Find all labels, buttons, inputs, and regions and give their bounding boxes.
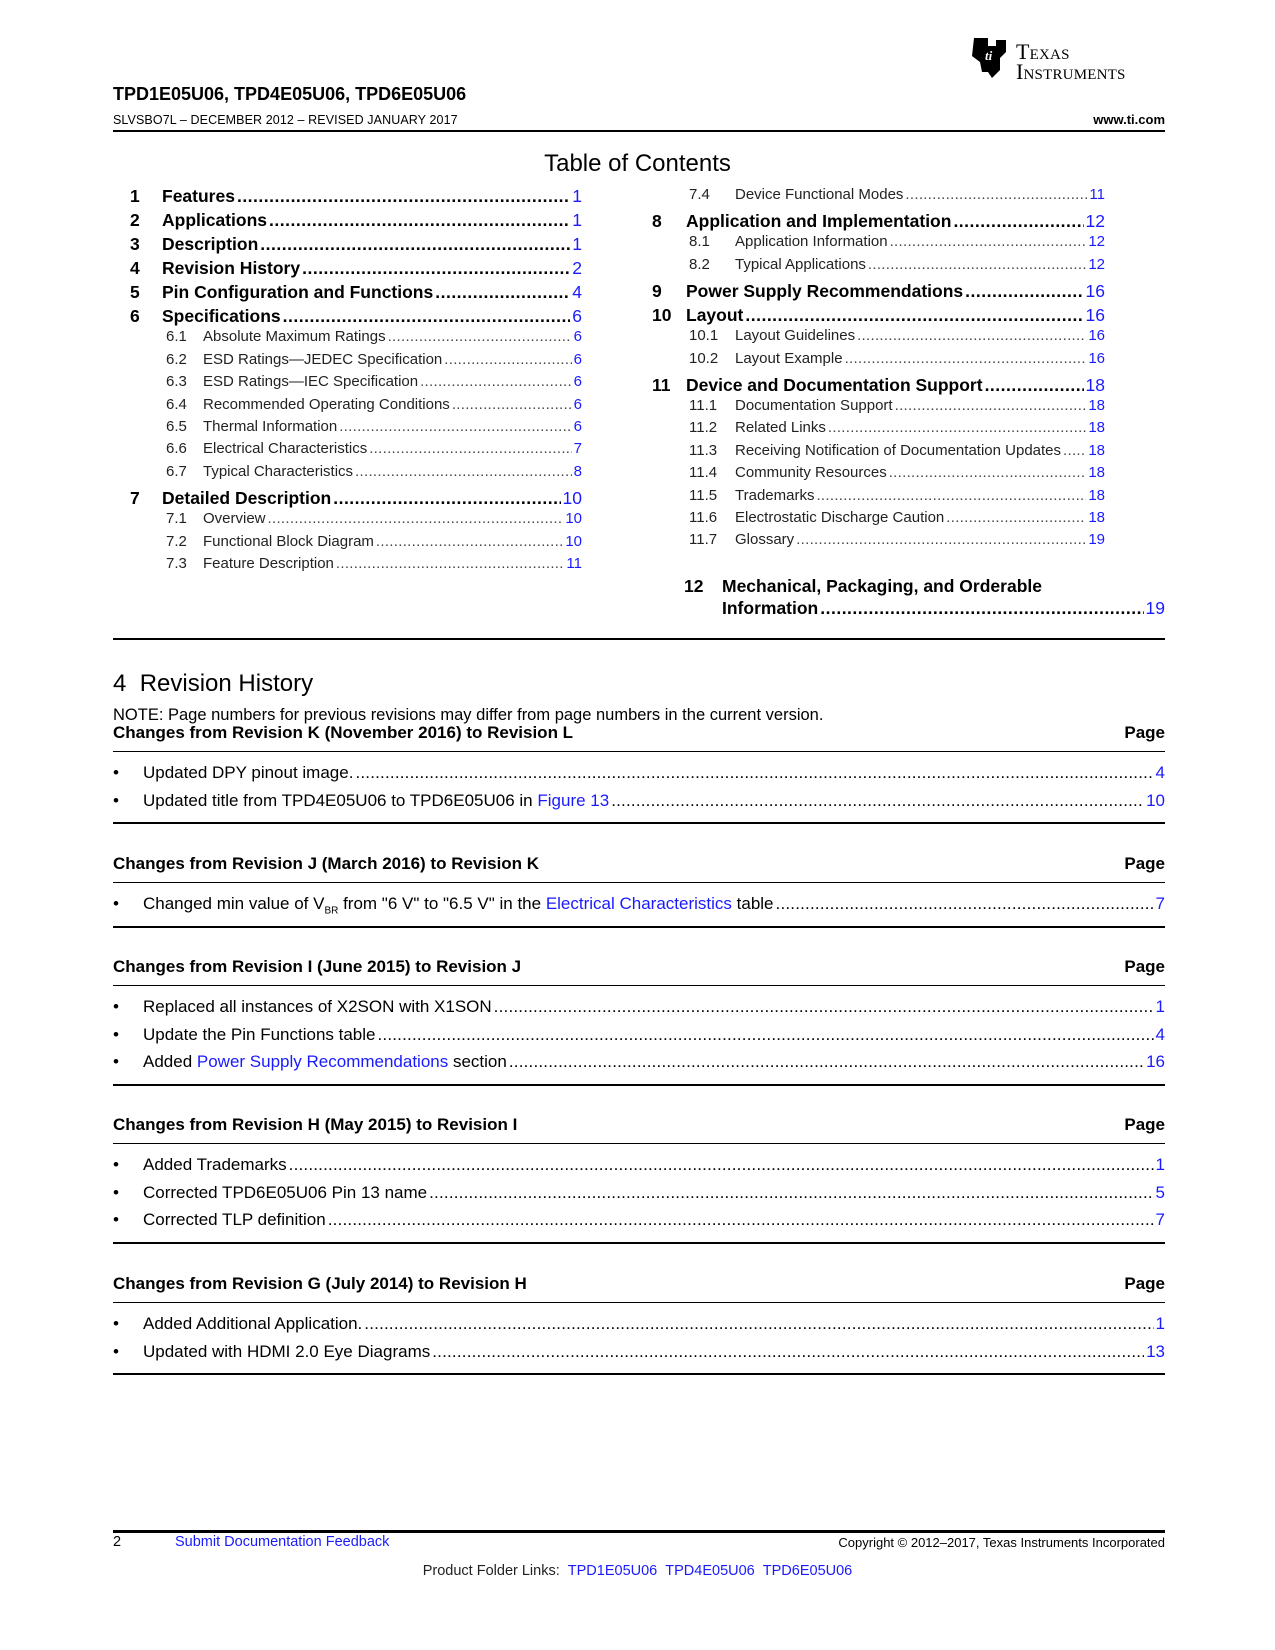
- product-folder-links: [0, 1563, 1275, 1579]
- toc-title-text: Typical Applications: [735, 255, 866, 273]
- toc-page-link[interactable]: 18: [1088, 441, 1105, 459]
- toc-title-text: Electrostatic Discharge Caution: [735, 509, 945, 526]
- toc-entry-7[interactable]: [130, 488, 582, 512]
- toc-page-link[interactable]: 11: [1089, 186, 1105, 203]
- toc-entry-7-4[interactable]: [689, 186, 1105, 208]
- item-text: Replaced all instances of X2SON with X1SON: [143, 997, 492, 1016]
- item-text: Added: [143, 1052, 197, 1071]
- toc-entry-8-1[interactable]: [689, 233, 1105, 255]
- toc-num: 12: [684, 576, 704, 596]
- toc-num: 6.6: [166, 440, 187, 458]
- revision-item-text: [143, 791, 609, 811]
- ti-chip-icon: [970, 36, 1010, 80]
- page-column-label: Page: [1124, 1115, 1165, 1134]
- toc-entry-1[interactable]: [130, 186, 582, 210]
- toc-entry-2[interactable]: [130, 210, 582, 234]
- toc-num: 11.6: [689, 509, 718, 526]
- item-page-link[interactable]: 7: [1155, 1210, 1165, 1229]
- toc-entry-6-5[interactable]: [166, 418, 582, 440]
- toc-num: 1: [130, 186, 140, 206]
- toc-title-text: Functional Block Diagram: [203, 532, 374, 550]
- item-text: Corrected TPD6E05U06 Pin 13 name: [143, 1182, 428, 1202]
- toc-title-text: Description: [162, 234, 259, 254]
- toc-entry-10-1[interactable]: [689, 327, 1105, 349]
- toc-title-text: Typical Characteristics: [203, 462, 354, 480]
- toc-title-text: Recommended Operating Conditions: [203, 395, 450, 413]
- toc-page-link[interactable]: 18: [1088, 509, 1105, 526]
- toc-entry-10[interactable]: [652, 305, 1105, 329]
- toc-entry-6-3[interactable]: [166, 373, 582, 395]
- toc-num: 6.1: [166, 328, 187, 346]
- toc-num: 7.3: [166, 555, 187, 572]
- revision-group-title: Changes from Revision K (November 2016) to Revision L: [113, 723, 574, 742]
- toc-num: 11.5: [689, 486, 718, 504]
- revision-note: NOTE: Page numbers for previous revisions may differ from page numbers in the current version.: [113, 706, 824, 724]
- revision-item: [113, 1025, 1165, 1045]
- toc-entry-11-2[interactable]: [689, 419, 1105, 441]
- toc-entry-6-6[interactable]: [166, 440, 582, 462]
- toc-entry-7-3[interactable]: [166, 555, 582, 577]
- item-page-link[interactable]: 10: [1146, 790, 1165, 810]
- item-text: from "6 V" to "6.5 V" in the: [338, 894, 546, 913]
- item-subscript: BR: [324, 905, 339, 917]
- item-text: Updated DPY pinout image.: [143, 763, 354, 782]
- toc-title-text: Revision History: [162, 258, 301, 278]
- toc-entry-11-5[interactable]: [689, 487, 1105, 509]
- revision-item-text: [143, 763, 353, 783]
- group-bottom-rule: [113, 1373, 1165, 1375]
- revision-item-text: [143, 1210, 326, 1230]
- toc-page-link[interactable]: 6: [573, 373, 582, 391]
- toc-page-link[interactable]: 10: [562, 487, 582, 508]
- revision-group-title: Changes from Revision J (March 2016) to Revision K: [113, 854, 540, 873]
- toc-title-text: Applications: [162, 210, 268, 230]
- header-rule: [113, 130, 1165, 132]
- toc-title-text: Application and Implementation: [686, 211, 952, 231]
- page-number: 2: [113, 1534, 122, 1550]
- toc-title-text: Specifications: [162, 306, 281, 326]
- revision-group-header: [113, 1115, 1165, 1135]
- toc-page-link[interactable]: 16: [1088, 327, 1105, 345]
- revision-item: [113, 1155, 1165, 1175]
- toc-title-text: Detailed Description: [162, 487, 332, 508]
- toc-num: 2: [130, 210, 140, 230]
- item-text: Updated title from TPD4E05U06 to TPD6E05U06 in: [143, 790, 538, 810]
- item-page-link[interactable]: 1: [1155, 1314, 1165, 1333]
- toc-num: 10.2: [689, 349, 719, 367]
- toc-title-text: Application Information: [735, 233, 888, 251]
- toc-num: 7.1: [166, 510, 187, 528]
- toc-page-link[interactable]: 1: [572, 234, 582, 254]
- toc-page-link[interactable]: 19: [1145, 598, 1165, 618]
- toc-page-link[interactable]: 6: [573, 350, 582, 368]
- product-links-label: Product Folder Links:: [422, 1563, 560, 1579]
- group-bottom-rule: [113, 822, 1165, 824]
- toc-page-link[interactable]: 18: [1088, 486, 1105, 504]
- toc-page-link[interactable]: 1: [572, 210, 582, 230]
- item-page-link[interactable]: 1: [1155, 997, 1165, 1016]
- toc-page-link[interactable]: 12: [1088, 233, 1105, 251]
- toc-page-link[interactable]: 10: [565, 510, 582, 528]
- ti-logo: [970, 36, 1170, 86]
- item-text: Added Trademarks: [143, 1155, 287, 1174]
- toc-title-text: Information: [722, 598, 819, 618]
- toc-page-link[interactable]: 4: [572, 282, 582, 302]
- revision-history-heading: [113, 670, 313, 698]
- toc-title-text: Layout Guidelines: [735, 327, 856, 345]
- product-link-tpd4e05u06[interactable]: TPD4E05U06: [665, 1563, 755, 1579]
- toc-num: 10.1: [689, 327, 719, 345]
- toc-num: 7: [130, 487, 140, 508]
- bullet: •: [113, 1155, 119, 1174]
- toc-page-link[interactable]: 18: [1088, 464, 1105, 482]
- page-column-label: Page: [1124, 1274, 1165, 1293]
- toc-entry-8-2[interactable]: [689, 256, 1105, 278]
- toc-title-text: ESD Ratings—JEDEC Specification: [203, 350, 443, 368]
- toc-title-text: Power Supply Recommendations: [686, 280, 964, 301]
- toc-page-link[interactable]: 18: [1088, 397, 1105, 414]
- item-page-link[interactable]: 7: [1155, 894, 1165, 913]
- bullet: •: [113, 1052, 119, 1071]
- item-page-link[interactable]: 13: [1146, 1341, 1165, 1361]
- revision-group-header: [113, 957, 1165, 977]
- product-link-tpd1e05u06[interactable]: TPD1E05U06: [567, 1563, 658, 1579]
- group-bottom-rule: [113, 1242, 1165, 1244]
- item-link[interactable]: Power Supply Recommendations: [196, 1052, 449, 1071]
- toc-page-link[interactable]: 6: [572, 306, 582, 326]
- revision-group-title: Changes from Revision G (July 2014) to Revision H: [113, 1274, 527, 1293]
- toc-page-link[interactable]: 2: [572, 258, 582, 278]
- item-text: table: [731, 894, 774, 913]
- toc-page-link[interactable]: 6: [573, 418, 582, 435]
- toc-title-text: Thermal Information: [203, 418, 338, 435]
- item-text: Update the Pin Functions table: [143, 1024, 376, 1044]
- revision-item-text: [143, 1342, 430, 1362]
- toc-title-text: Device Functional Modes: [735, 186, 904, 203]
- toc-num: 11.3: [689, 441, 718, 459]
- toc-num: 6.7: [166, 462, 187, 480]
- item-page-link[interactable]: 4: [1155, 1024, 1165, 1044]
- revision-group-header: [113, 723, 1165, 743]
- group-top-rule: [113, 882, 1165, 883]
- svg-text:ti: ti: [985, 48, 993, 63]
- page-column-label: Page: [1124, 723, 1165, 742]
- toc-page-link[interactable]: 12: [1085, 211, 1105, 231]
- group-top-rule: [113, 751, 1165, 752]
- toc-num: 6.3: [166, 373, 187, 391]
- doc-subtitle: SLVSBO7L – DECEMBER 2012 – REVISED JANUARY 2017: [113, 113, 458, 127]
- toc-entry-6-2[interactable]: [166, 351, 582, 373]
- item-page-link[interactable]: 5: [1155, 1182, 1165, 1202]
- toc-title-text: Device and Documentation Support: [686, 374, 983, 395]
- toc-entry-11-6[interactable]: [689, 509, 1105, 531]
- toc-title-text: Mechanical, Packaging, and Orderable: [722, 576, 1042, 596]
- revision-item-text: [143, 1025, 375, 1045]
- toc-entry-7-1[interactable]: [166, 510, 582, 532]
- section-title: Revision History: [139, 670, 314, 697]
- toc-page-link[interactable]: 7: [573, 440, 582, 458]
- revision-group-header: [113, 854, 1165, 874]
- revision-group-title: Changes from Revision I (June 2015) to Revision J: [113, 957, 522, 976]
- footer-rule: [113, 1530, 1165, 1533]
- product-link-tpd6e05u06[interactable]: TPD6E05U06: [762, 1563, 853, 1579]
- toc-entry-6-7[interactable]: [166, 463, 582, 485]
- toc-title-text: Pin Configuration and Functions: [162, 282, 434, 302]
- toc-rule: [113, 638, 1165, 640]
- logo-line2: Instruments: [1016, 59, 1126, 84]
- toc-title-text: Related Links: [735, 419, 826, 437]
- section-number: 4: [113, 670, 127, 697]
- toc-title-text: Features: [162, 186, 235, 206]
- page-column-label: Page: [1124, 957, 1165, 976]
- revision-item: [113, 1342, 1165, 1362]
- item-text: section: [448, 1052, 507, 1071]
- group-bottom-rule: [113, 926, 1165, 928]
- group-bottom-rule: [113, 1084, 1165, 1086]
- bullet: •: [113, 1314, 119, 1333]
- item-page-link[interactable]: 1: [1155, 1155, 1165, 1174]
- toc-entry-11-3[interactable]: [689, 442, 1105, 464]
- toc-page-link[interactable]: 16: [1088, 349, 1105, 367]
- toc-title-text: Community Resources: [735, 464, 887, 482]
- item-text: Corrected TLP definition: [143, 1210, 326, 1229]
- bullet: •: [113, 763, 119, 782]
- toc-entry-11-7[interactable]: [689, 531, 1105, 553]
- toc-title-text: Layout: [686, 304, 744, 325]
- toc-title-text: ESD Ratings—IEC Specification: [203, 373, 419, 391]
- item-link[interactable]: Electrical Characteristics: [545, 894, 732, 913]
- bullet: •: [113, 997, 119, 1016]
- revision-item: [113, 763, 1165, 783]
- toc-num: 11: [652, 374, 671, 395]
- toc-entry-11-4[interactable]: [689, 464, 1105, 486]
- toc-entry-3[interactable]: [130, 234, 582, 258]
- toc-entry-11-1[interactable]: [689, 397, 1105, 419]
- toc-page-link[interactable]: 11: [566, 555, 582, 572]
- revision-item: [113, 1210, 1165, 1230]
- copyright: Copyright © 2012–2017, Texas Instruments Incorporated: [838, 1535, 1165, 1550]
- revision-item: [113, 1052, 1165, 1072]
- toc-num: 3: [130, 234, 140, 254]
- toc-entry-6-1[interactable]: [166, 328, 582, 350]
- toc-num: 8.1: [689, 233, 710, 251]
- logo-line1: Texas: [1016, 39, 1070, 64]
- revision-item: [113, 1314, 1165, 1334]
- toc-num: 6.5: [166, 418, 187, 435]
- item-text: Added Additional Application.: [143, 1314, 363, 1333]
- page-column-label: Page: [1124, 854, 1165, 873]
- toc-title-text: Layout Example: [735, 349, 843, 367]
- toc-page-link[interactable]: 1: [572, 186, 582, 206]
- toc-num: 6: [130, 306, 140, 326]
- toc-entry-9[interactable]: [652, 281, 1105, 305]
- toc-title-text: Trademarks: [735, 486, 815, 504]
- toc-title: Table of Contents: [544, 150, 731, 177]
- toc-entry-12-cont[interactable]: [722, 598, 1165, 622]
- toc-title-text: Documentation Support: [735, 397, 893, 414]
- revision-item: [113, 1183, 1165, 1203]
- doc-title: TPD1E05U06, TPD4E05U06, TPD6E05U06: [113, 84, 467, 104]
- revision-item-text: [143, 1052, 507, 1072]
- toc-entry-10-2[interactable]: [689, 350, 1105, 372]
- revision-item: [113, 894, 1165, 916]
- revision-item-text: [143, 1155, 287, 1175]
- revision-item-text: [143, 1183, 427, 1203]
- toc-title-text: Electrical Characteristics: [203, 440, 368, 458]
- toc-num: 9: [652, 280, 662, 301]
- bullet: •: [113, 1341, 119, 1361]
- bullet: •: [113, 1210, 119, 1229]
- bullet: •: [113, 1182, 119, 1202]
- revision-item: [113, 997, 1165, 1017]
- group-top-rule: [113, 1302, 1165, 1303]
- item-text: Updated with HDMI 2.0 Eye Diagrams: [143, 1341, 431, 1361]
- toc-num: 11.7: [689, 531, 718, 549]
- toc-page-link[interactable]: 10: [565, 532, 582, 550]
- toc-page-link[interactable]: 18: [1085, 374, 1105, 395]
- item-page-link[interactable]: 4: [1155, 763, 1165, 782]
- revision-item-text: [143, 1314, 362, 1334]
- toc-title-text: Absolute Maximum Ratings: [203, 328, 386, 346]
- toc-num: 7.4: [689, 186, 710, 203]
- toc-title-text: Feature Description: [203, 555, 334, 572]
- toc-entry-5[interactable]: [130, 282, 582, 306]
- revision-group-header: [113, 1274, 1165, 1294]
- bullet: •: [113, 1024, 119, 1044]
- toc-page-link[interactable]: 16: [1085, 304, 1105, 325]
- item-link[interactable]: Figure 13: [537, 790, 610, 810]
- submit-feedback-link[interactable]: Submit Documentation Feedback: [175, 1534, 390, 1550]
- toc-entry-6[interactable]: [130, 306, 582, 330]
- toc-num: 11.4: [689, 464, 718, 482]
- revision-item: [113, 791, 1165, 811]
- revision-item-text: [143, 997, 492, 1017]
- toc-num: 8: [652, 211, 662, 231]
- item-text: Changed min value of V: [143, 894, 325, 913]
- toc-entry-12[interactable]: [684, 576, 1165, 600]
- toc-entry-6-4[interactable]: [166, 396, 582, 418]
- toc-title-text: Glossary: [735, 531, 795, 549]
- site-url[interactable]: www.ti.com: [1093, 112, 1165, 127]
- toc-title-text: Receiving Notification of Documentation Updates: [735, 441, 1062, 459]
- bullet: •: [113, 790, 119, 810]
- toc-entry-11[interactable]: [652, 375, 1105, 399]
- item-page-link[interactable]: 16: [1146, 1052, 1165, 1071]
- revision-item-text: [143, 894, 774, 916]
- toc-num: 10: [652, 304, 672, 325]
- toc-num: 11.2: [689, 419, 718, 437]
- toc-page-link[interactable]: 6: [573, 395, 582, 413]
- revision-group-title: Changes from Revision H (May 2015) to Revision I: [113, 1115, 518, 1134]
- toc-num: 11.1: [689, 397, 718, 414]
- toc-page-link[interactable]: 18: [1088, 419, 1105, 437]
- bullet: •: [113, 894, 119, 913]
- toc-num: 4: [130, 258, 140, 278]
- toc-num: 6.2: [166, 350, 187, 368]
- toc-entry-8[interactable]: [652, 211, 1105, 235]
- toc-num: 5: [130, 282, 140, 302]
- toc-page-link[interactable]: 19: [1088, 531, 1105, 549]
- toc-num: 8.2: [689, 255, 710, 273]
- toc-entry-7-2[interactable]: [166, 533, 582, 555]
- toc-entry-4[interactable]: [130, 258, 582, 282]
- group-top-rule: [113, 985, 1165, 986]
- toc-title-text: Overview: [203, 510, 266, 528]
- toc-num: 7.2: [166, 532, 187, 550]
- group-top-rule: [113, 1143, 1165, 1144]
- toc-page-link[interactable]: 12: [1088, 255, 1105, 273]
- toc-num: 6.4: [166, 395, 187, 413]
- toc-page-link[interactable]: 16: [1085, 280, 1105, 301]
- toc-page-link[interactable]: 6: [573, 328, 582, 346]
- toc-page-link[interactable]: 8: [573, 462, 582, 480]
